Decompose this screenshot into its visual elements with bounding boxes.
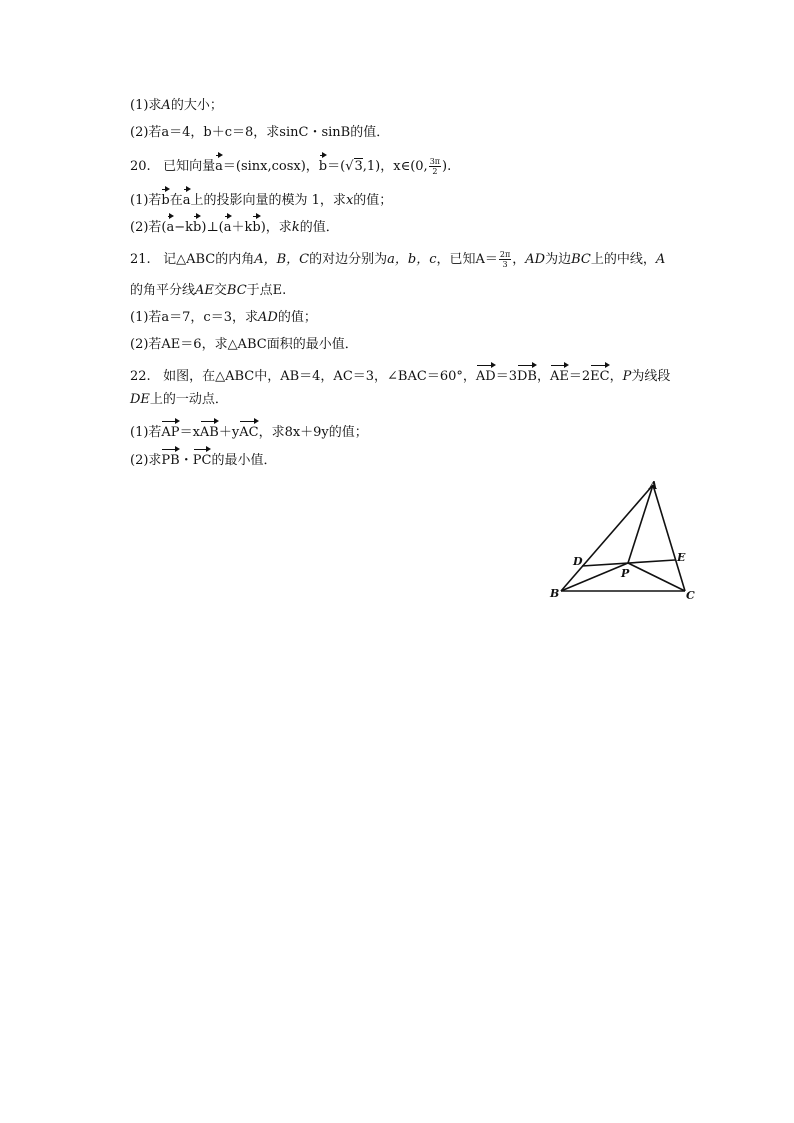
- q20-part1: (1)若b在a上的投影向量的模为 1，求x的值；: [130, 188, 392, 210]
- label-c: C: [686, 589, 695, 602]
- segment-ac: [653, 485, 685, 591]
- q22-part1: (1)若AP＝xAB＋yAC，求8x＋9y的值；: [130, 420, 368, 442]
- q21-part1: (1)若a＝7，c＝3，求AD的值；: [130, 310, 317, 325]
- segment-ap: [628, 485, 653, 563]
- label-p: P: [621, 567, 630, 580]
- q21-part2: (2)若AE＝6，求△ABC面积的最小值．: [130, 337, 358, 352]
- q22-part2: (2)求PB・PC的最小值．: [130, 448, 276, 470]
- question-number: 20.: [130, 159, 151, 174]
- triangle-figure: [545, 475, 705, 605]
- question-number: 21.: [130, 252, 151, 267]
- vector-b: b: [319, 154, 327, 176]
- q19-part1: (1)求A的大小；: [130, 98, 223, 113]
- q22-stem-line2: DE上的一动点．: [130, 392, 228, 407]
- fraction-2pi-3: $\frac{2\pi}{3}$: [499, 250, 511, 269]
- label-a: A: [649, 479, 658, 492]
- q22-stem: 22. 如图，在△ABC中，AB＝4，AC＝3，∠BAC＝60°，AD＝3DB，AE＝2EC，P为线段: [130, 364, 670, 386]
- segment-pc: [628, 563, 685, 591]
- segment-pb: [561, 563, 628, 591]
- segment-ab: [561, 485, 653, 591]
- fraction-3pi-2: $\frac{3\pi}{2}$: [429, 157, 441, 176]
- label-e: E: [677, 551, 686, 564]
- q20-stem: 20. 已知向量a＝(sinx,cosx)，b＝(√3,1)，x∈(0, $\frac{3\pi}{2}$ ).: [130, 154, 451, 176]
- q21-stem: 21. 记△ABC的内角A，B，C的对边分别为a，b，c，已知A＝ $\frac{2\pi}{3}$ ，AD为边BC上的中线，A: [130, 250, 666, 269]
- label-d: D: [573, 555, 583, 568]
- label-b: B: [550, 587, 560, 600]
- q20-part2: (2)若(a−kb)⊥(a＋kb)，求k的值．: [130, 215, 339, 237]
- vector-a: a: [215, 154, 223, 176]
- q21-stem-line2: 的角平分线AE交BC于点E.: [130, 283, 287, 298]
- question-number: 22.: [130, 369, 151, 384]
- q19-part2: (2)若a＝4，b＋c＝8，求sinC・sinB的值．: [130, 125, 390, 140]
